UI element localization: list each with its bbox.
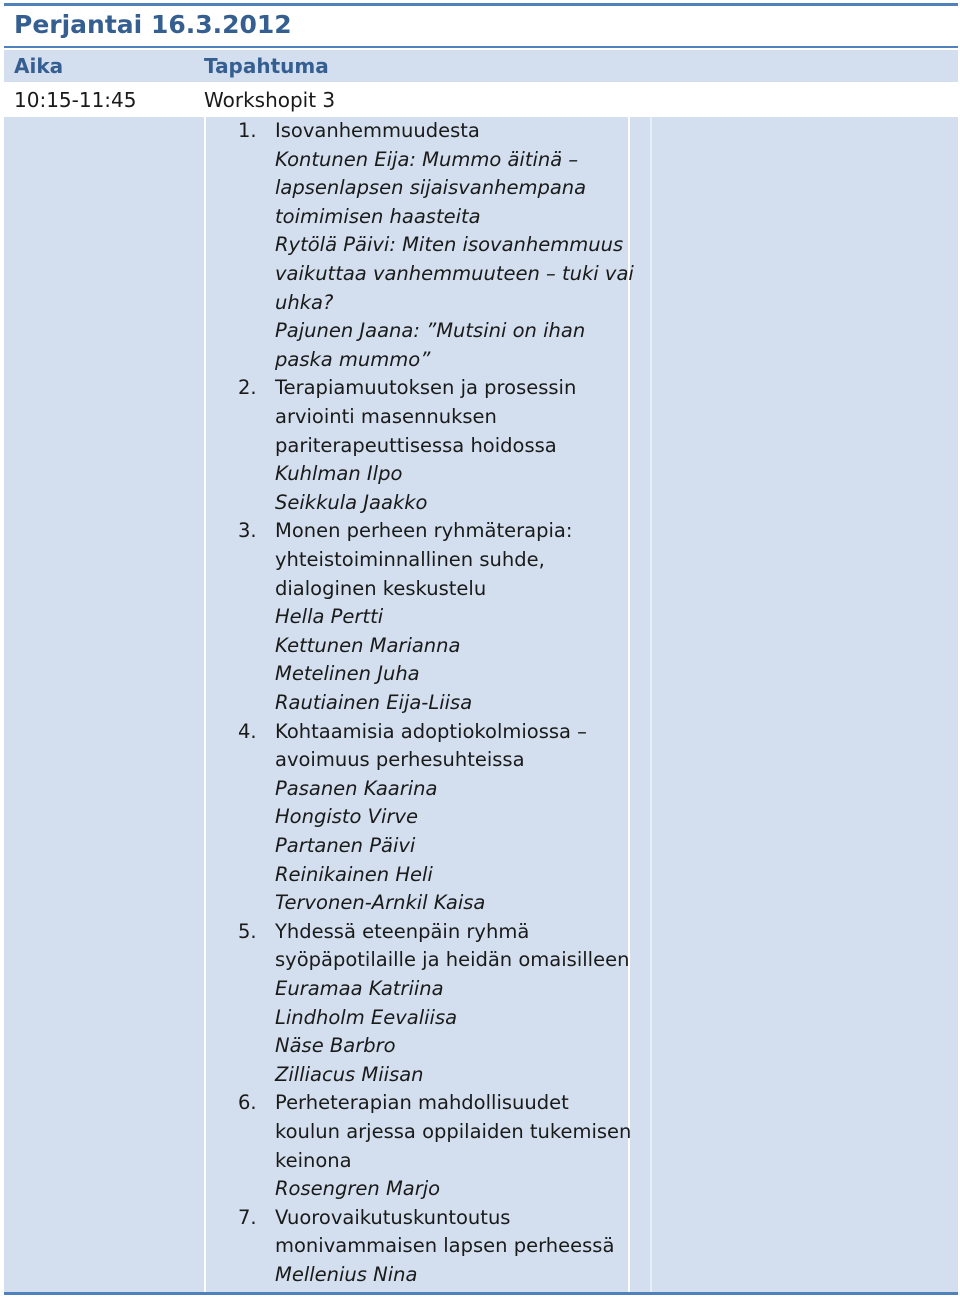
workshop-number: 1.: [238, 119, 257, 142]
presenter-line: Reinikainen Heli: [275, 862, 433, 886]
presenter-line: Tervonen-Arnkil Kaisa: [275, 891, 486, 915]
workshop-number: 5.: [238, 919, 257, 943]
presenter-line: Euramaa Katriina: [275, 977, 444, 1000]
workshop-title-line: Kohtaamisia adoptiokolmiossa –: [275, 719, 587, 743]
bottom-rule: [4, 1292, 958, 1295]
workshop-title-line: Perheterapian mahdollisuudet: [275, 1091, 569, 1115]
workshop-title-line: Terapiamuutoksen ja prosessin: [275, 376, 577, 400]
workshop-number: 3.: [238, 519, 257, 543]
workshop-number: 6.: [238, 1091, 257, 1115]
presenter-line: Rytölä Päivi: Miten isovanhemmuus: [275, 233, 624, 257]
presenter-line: Kontunen Eija: Mummo äitinä –: [275, 147, 579, 171]
workshop-title-line: Yhdessä eteenpäin ryhmä: [275, 919, 530, 943]
presenter-line: Hella Pertti: [275, 605, 384, 629]
presenter-line: toimimisen haasteita: [275, 204, 481, 228]
time-cell: 10:15-11:45: [14, 88, 137, 112]
workshop-title-line: syöpäpotilaille ja heidän omaisilleen: [275, 948, 630, 972]
header-tapahtuma: Tapahtuma: [204, 54, 329, 78]
presenter-line: Rosengren Marjo: [275, 1177, 441, 1201]
presenter-line: Kettunen Marianna: [275, 633, 461, 657]
presenter-line: Rautiainen Eija-Liisa: [275, 691, 473, 714]
table-header: [4, 50, 958, 83]
title-row: [4, 6, 958, 48]
workshop-title-line: Monen perheen ryhmäterapia:: [275, 519, 573, 543]
workshop-title-line: pariterapeuttisessa hoidossa: [275, 433, 557, 457]
empty-time-cell: [8, 117, 204, 1292]
workshop-number: 4.: [238, 719, 257, 743]
presenter-line: Zilliacus Miisan: [275, 1062, 424, 1086]
workshop-title-line: koulun arjessa oppilaiden tukemisen: [275, 1120, 632, 1143]
presenter-line: Hongisto Virve: [275, 805, 418, 829]
presenter-line: Partanen Päivi: [275, 834, 416, 857]
workshop-title-line: Isovanhemmuudesta: [275, 119, 480, 142]
presenter-line: vaikuttaa vanhemmuuteen – tuki vai: [275, 262, 634, 285]
presenter-line: paska mummo”: [275, 347, 431, 371]
table-row: [4, 84, 958, 116]
presenter-line: Kuhlman Ilpo: [275, 462, 403, 486]
workshop-title-line: Vuorovaikutuskuntoutus: [275, 1205, 511, 1229]
empty-cell: [650, 117, 958, 1292]
workshop-title-line: keinona: [275, 1148, 352, 1172]
workshop-title-line: dialoginen keskustelu: [275, 576, 487, 600]
workshop-title-line: monivammaisen lapsen perheessä: [275, 1234, 615, 1258]
header-aika: Aika: [14, 54, 64, 78]
presenter-line: lapsenlapsen sijaisvanhempana: [275, 176, 587, 200]
presenter-line: Seikkula Jaakko: [275, 490, 428, 514]
presenter-line: Mellenius Nina: [275, 1263, 418, 1286]
workshop-title-line: yhteistoiminnallinen suhde,: [275, 548, 545, 571]
page-title: Perjantai 16.3.2012: [14, 10, 292, 39]
workshop-title-line: avoimuus perhesuhteissa: [275, 748, 525, 772]
presenter-line: Pasanen Kaarina: [275, 776, 438, 800]
presenter-line: Metelinen Juha: [275, 662, 420, 686]
presenter-line: Pajunen Jaana: ”Mutsini on ihan: [275, 319, 586, 343]
presenter-line: uhka?: [275, 290, 334, 314]
presenter-line: Lindholm Eevaliisa: [275, 1005, 458, 1029]
presenter-line: Näse Barbro: [275, 1034, 396, 1058]
workshop-title-line: arviointi masennuksen: [275, 405, 497, 428]
workshop-number: 2.: [238, 376, 257, 400]
workshop-number: 7.: [238, 1205, 257, 1229]
event-cell: Workshopit 3: [204, 88, 336, 112]
